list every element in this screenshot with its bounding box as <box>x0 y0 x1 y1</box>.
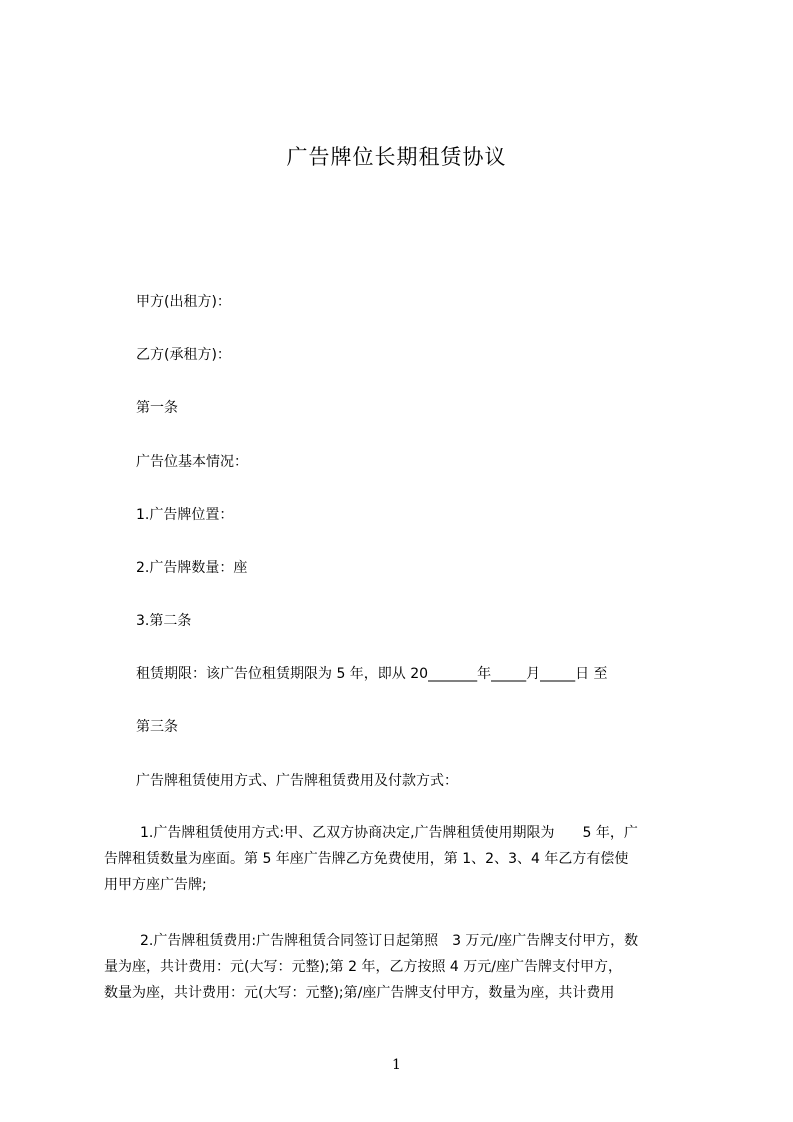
fee-line: 2.广告牌租赁费用:广告牌租赁合同签订日起第照 3 万元/座广告牌支付甲方，数 <box>140 933 639 949</box>
party-a-line: 甲方(出租方)： <box>136 294 231 310</box>
item-2-quantity: 2.广告牌数量：座 <box>136 560 248 576</box>
fee-line: 量为座，共计费用：元(大写：元整);第 2 年，乙方按照 4 万元/座广告牌支付甲方， <box>104 959 622 975</box>
item-3-article-2: 3.第二条 <box>136 613 192 629</box>
page-number: 1 <box>392 1057 401 1073</box>
document-title: 广告牌位长期租赁协议 <box>286 145 507 169</box>
fee-line: 数量为座，共计费用：元(大写：元整);第/座广告牌支付甲方，数量为座，共计费用 <box>104 985 615 1001</box>
usage-header: 广告牌租赁使用方式、广告牌租赁费用及付款方式： <box>136 773 458 789</box>
usage-line: 1.广告牌租赁使用方式:甲、乙双方协商决定,广告牌租赁使用期限为 5 年，广 <box>140 825 638 841</box>
usage-line: 告牌租赁数量为座面。第 5 年座广告牌乙方免费使用，第 1、2、3、4 年乙方有偿使 <box>104 851 629 867</box>
usage-line: 用甲方座广告牌; <box>104 877 207 893</box>
party-b-line: 乙方(承租方)： <box>136 347 231 363</box>
fee-paragraph <box>104 928 716 1006</box>
article-3-heading: 第三条 <box>136 719 178 735</box>
lease-term-line: 租赁期限：该广告位租赁期限为 5 年，即从 20_______年_____月_____日 至 <box>136 666 608 682</box>
usage-paragraph <box>104 820 716 898</box>
item-1-location: 1.广告牌位置： <box>136 507 234 523</box>
basic-info-heading: 广告位基本情况： <box>136 454 248 470</box>
article-1-heading: 第一条 <box>136 400 178 416</box>
